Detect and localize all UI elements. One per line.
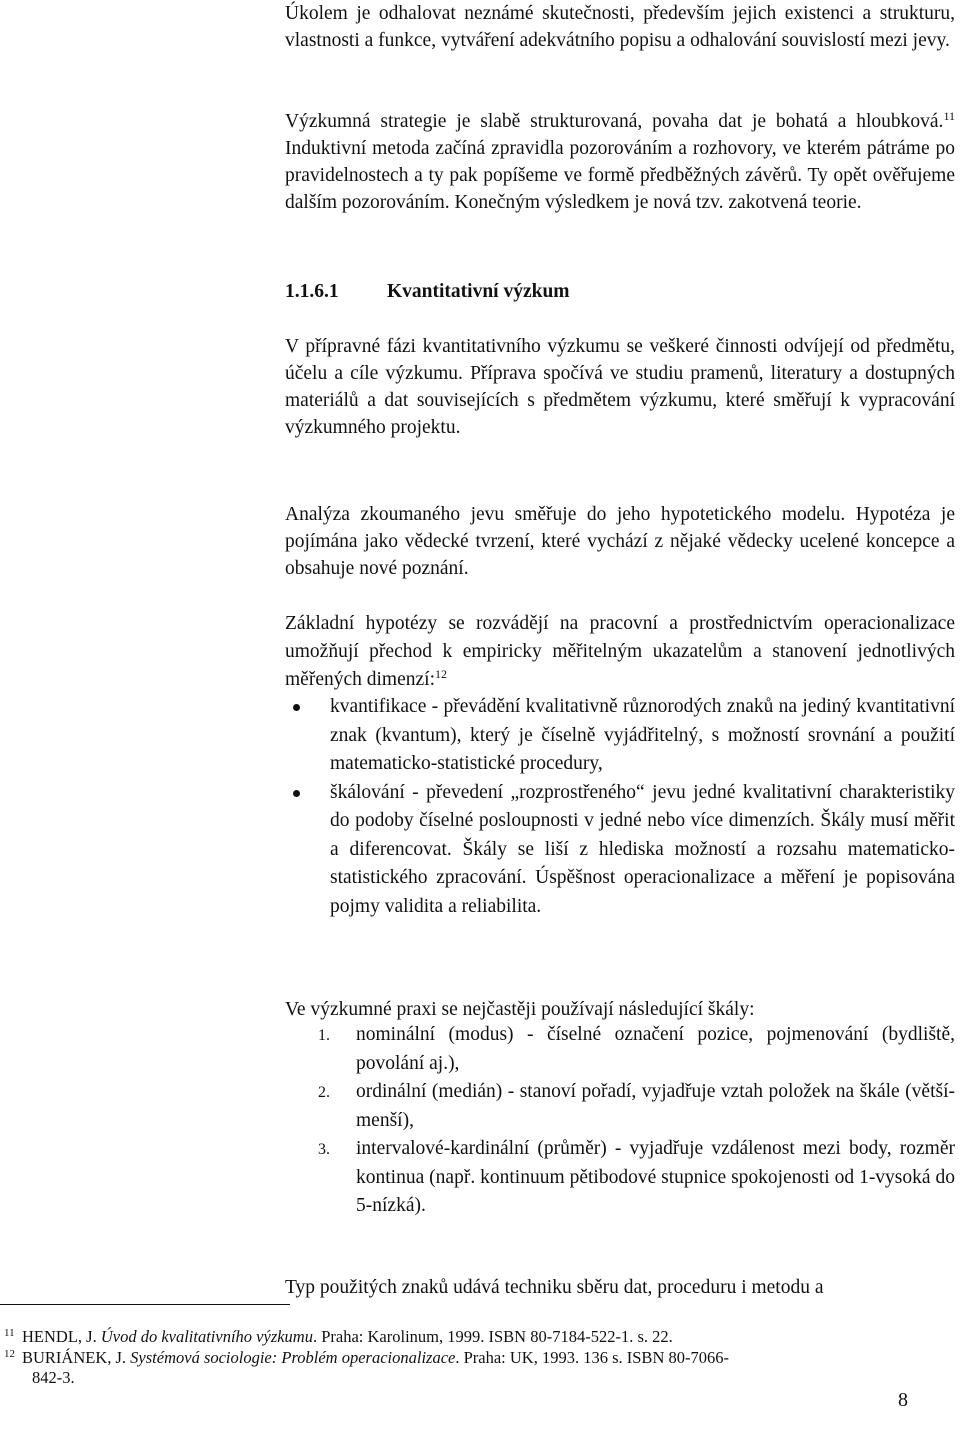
list-item: [318, 1021, 955, 1078]
paragraph-operationalization: [285, 610, 955, 694]
list-item: [318, 1078, 955, 1135]
footnote-author: BURIÁNEK, J.: [22, 1347, 131, 1367]
paragraph-text: Induktivní metoda začíná zpravidla pozorováním a rozhovory, ve kterém pátráme po pravidelnostech a ty pak popíšeme ve formě předběžných závěrů. Ty opět ověřujeme dalším pozorováním. Konečným výsledkem je nová tzv. zakotvená teorie.: [285, 138, 955, 213]
footnote-divider: [0, 1304, 290, 1305]
footnote-details: . Praha: Karolinum, 1999. ISBN 80-7184-522-1. s. 22.: [312, 1327, 673, 1346]
section-heading: [285, 278, 955, 305]
list-number: 3.: [318, 1141, 330, 1158]
footnote-title: Systémová sociologie: Problém operacionalizace: [130, 1347, 456, 1367]
list-item-text: kvantifikace - převádění kvalitativně různorodých znaků na jediný kvantitativní znak (kvantum), který je číselně vyjádřitelný, s možností srovnání a použití matematicko-statistické procedury,: [330, 696, 955, 774]
paragraph-text: Výzkumná strategie je slabě strukturovaná, povaha dat je bohatá a hloubková.: [285, 111, 944, 132]
list-number: 2.: [318, 1084, 330, 1101]
footnote-number: 11: [4, 1327, 15, 1339]
paragraph-scales-intro: Ve výzkumné praxi se nejčastěji používají následující škály:: [285, 999, 755, 1020]
paragraph-preparation: V přípravné fázi kvantitativního výzkumu se veškeré činnosti odvíjejí od předmětu, účelu a cíle výzkumu. Příprava spočívá ve studiu pramenů, literatury a dostupných materiálů a dat souvisejících s předmětem výzkumu, které směřují k vypracování výzkumného projektu.: [285, 336, 955, 438]
footnote-11: [0, 1327, 930, 1348]
paragraph-research-goal: Úkolem je odhalovat neznámé skutečnosti, především jejich existenci a strukturu, vlastnosti a funkce, vytváření adekvátního popisu a odhalování souvislostí mezi jevy.: [285, 3, 955, 51]
footnote-continuation: 842-3.: [32, 1368, 75, 1387]
page-number: 8: [898, 1389, 908, 1411]
paragraph-research-strategy: [285, 108, 955, 216]
list-item-text: intervalové-kardinální (průměr) - vyjadřuje vzdálenost mezi body, rozměr kontinua (např. kontinuum pětibodové stupnice spokojenosti od 1-vysoká do 5-nízká).: [356, 1138, 955, 1216]
bullet-list: [330, 693, 955, 921]
list-item-text: ordinální (medián) - stanoví pořadí, vyjadřuje vztah položek na škále (větší-menší),: [356, 1081, 955, 1131]
paragraph-hypothesis: Analýza zkoumaného jevu směřuje do jeho hypotetického modelu. Hypotéza je pojímána jako vědecké tvrzení, které vychází z nějaké vědecky ucelené koncepce a obsahuje nové poznání.: [285, 504, 955, 579]
list-item-text: nominální (modus) - číselné označení pozice, pojmenování (bydliště, povolání aj.),: [356, 1024, 955, 1074]
footnote-author: HENDL, J.: [22, 1327, 101, 1346]
paragraph-sign-type: Typ použitých znaků udává techniku sběru dat, proceduru i metodu a: [285, 1277, 824, 1298]
section-title: Kvantitativní výzkum: [387, 281, 570, 302]
list-item: [330, 779, 955, 922]
footnote-12: [0, 1348, 930, 1389]
footnote-number: 12: [4, 1347, 15, 1360]
footnote-ref-11[interactable]: 11: [943, 109, 955, 123]
list-item-text: škálování - převedení „rozprostřeného“ jevu jedné kvalitativní charakteristiky do podoby číselné posloupnosti v jedné nebo více dimenzích. Škály musí měřit a diferencovat. Škály se liší z hlediska možností a rozsahu matematicko-statistického zpracování. Úspěšnost operacionalizace a měření je popisována pojmy validita a reliabilita.: [330, 781, 955, 917]
footnote-title: Úvod do kvalitativního výzkumu: [100, 1327, 313, 1346]
list-number: 1.: [318, 1027, 330, 1044]
bullet-icon: [293, 790, 300, 797]
list-item: [318, 1135, 955, 1221]
list-item: [330, 693, 955, 779]
footnotes: [0, 1327, 930, 1389]
paragraph-text: Základní hypotézy se rozvádějí na pracovní a prostřednictvím operacionalizace umožňují přechod k empiricky měřitelným ukazatelům a stanovení jednotlivých měřených dimenzí:: [285, 613, 955, 690]
footnote-details: . Praha: UK, 1993. 136 s. ISBN 80-7066-: [455, 1347, 729, 1367]
numbered-list: [318, 1021, 955, 1221]
bullet-icon: [293, 704, 300, 711]
section-number: 1.1.6.1: [285, 281, 339, 302]
footnote-ref-12[interactable]: 12: [434, 667, 447, 681]
